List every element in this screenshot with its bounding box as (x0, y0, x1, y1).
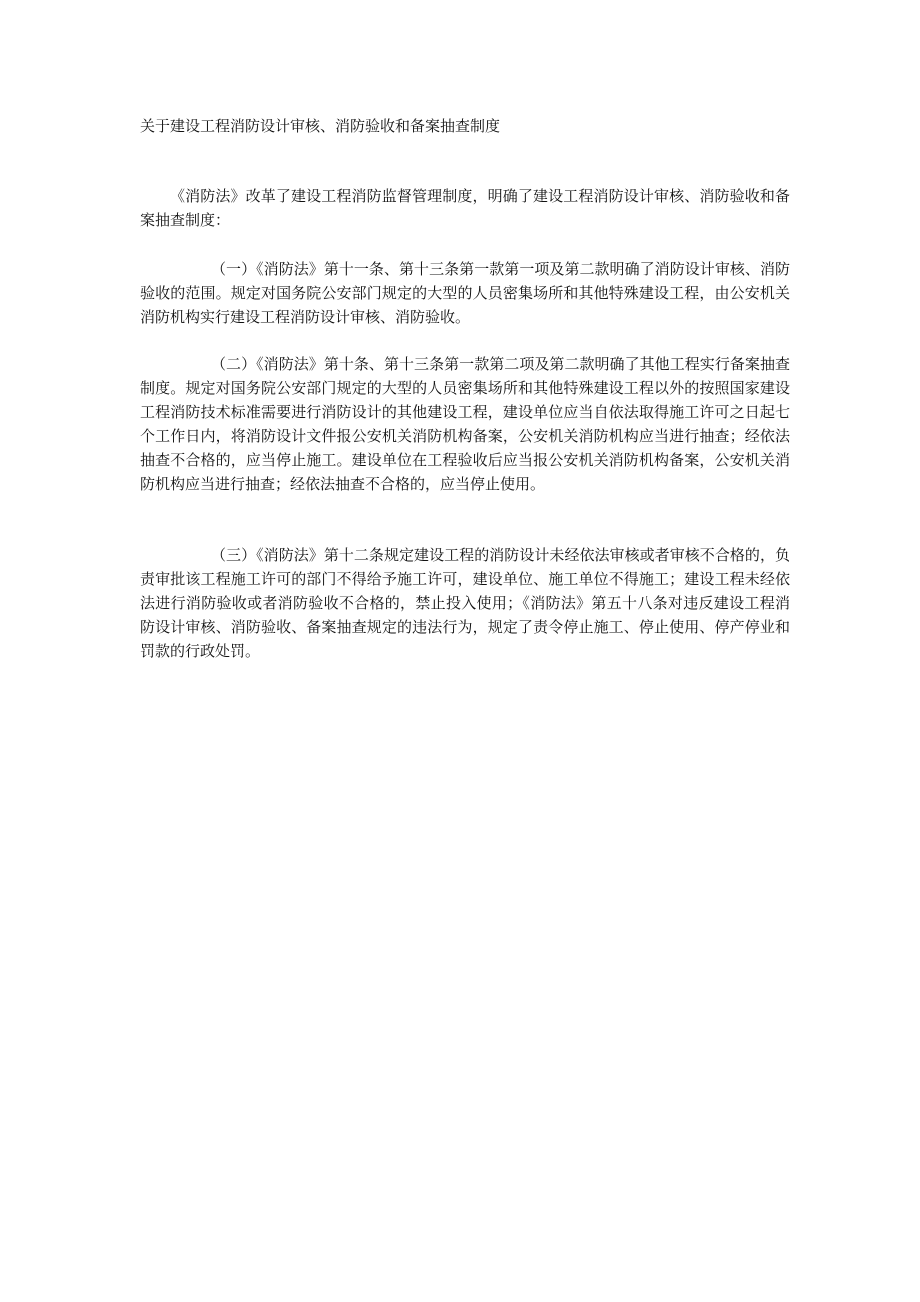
clause-one-paragraph: （一）《消防法》第十一条、第十三条第一款第一项及第二款明确了消防设计审核、消防验收的范围。规定对国务院公安部门规定的大型的人员密集场所和其他特殊建设工程，由公安机关消防机构实行建设工程消防设计审核、消防验收。 (140, 260, 790, 326)
intro-paragraph: 《消防法》改革了建设工程消防监督管理制度，明确了建设工程消防设计审核、消防验收和备案抽查制度： (140, 187, 790, 229)
clause-three-paragraph: （三）《消防法》第十二条规定建设工程的消防设计未经依法审核或者审核不合格的，负责审批该工程施工许可的部门不得给予施工许可，建设单位、施工单位不得施工；建设工程未经依法进行消防验收或者消防验收不合格的，禁止投入使用；《消防法》第五十八条对违反建设工程消防设计审核、消防验收、备案抽查规定的违法行为，规定了责令停止施工、停止使用、停产停业和罚款的行政处罚。 (140, 546, 790, 660)
clause-two-paragraph: （二）《消防法》第十条、第十三条第一款第二项及第二款明确了其他工程实行备案抽查制度。规定对国务院公安部门规定的大型的人员密集场所和其他特殊建设工程以外的按照国家建设工程消防技术标准需要进行消防设计的其他建设工程，建设单位应当自依法取得施工许可之日起七个工作日内，将消防设计文件报公安机关消防机构备案，公安机关消防机构应当进行抽查；经依法抽查不合格的，应当停止施工。建设单位在工程验收后应当报公安机关消防机构备案，公安机关消防机构应当进行抽查；经依法抽查不合格的，应当停止使用。 (140, 355, 790, 493)
document-title: 关于建设工程消防设计审核、消防验收和备案抽查制度 (140, 117, 501, 135)
